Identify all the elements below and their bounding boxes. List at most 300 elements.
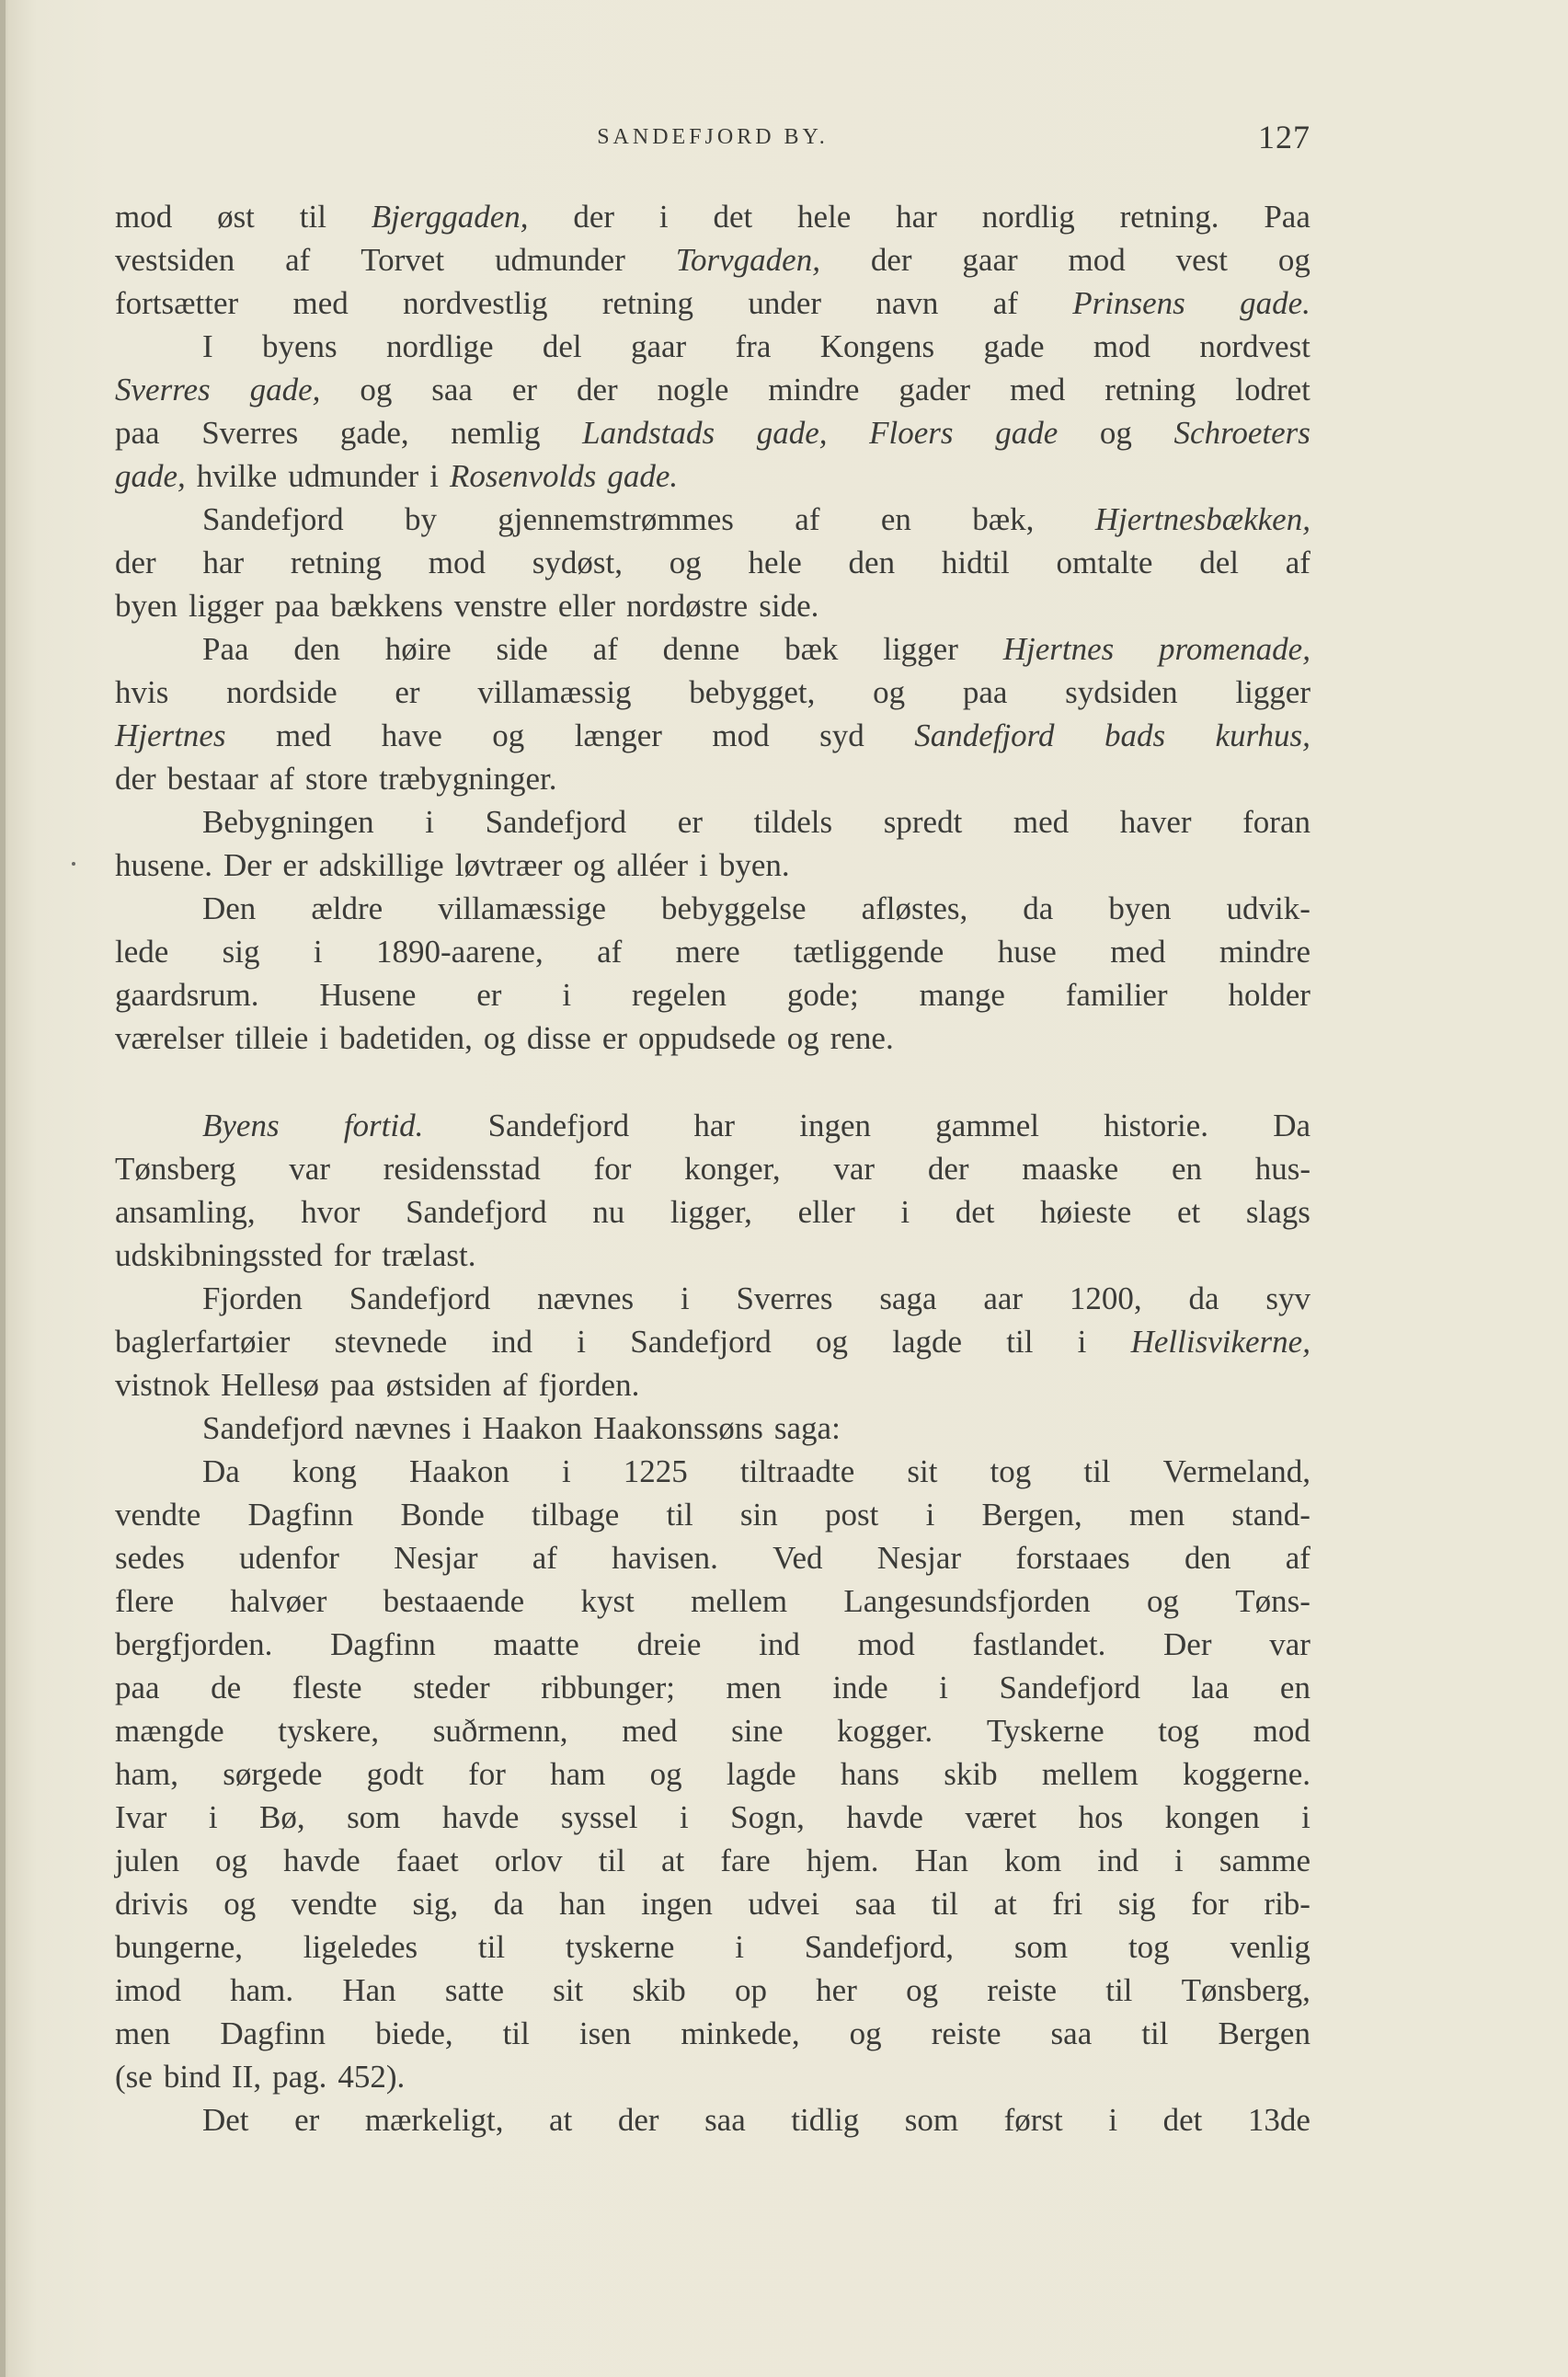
- word: i: [925, 1497, 935, 1533]
- word: bækkens: [330, 588, 443, 624]
- word: men: [726, 1670, 782, 1705]
- word: Sandefjord,: [804, 1929, 955, 1965]
- word: saa: [1050, 2015, 1093, 2051]
- word: til: [1083, 1453, 1111, 1489]
- word: Fjorden: [202, 1280, 303, 1316]
- word: lagde: [892, 1324, 963, 1360]
- word: af: [1285, 1540, 1310, 1576]
- word: til: [666, 1497, 693, 1533]
- word: spredt: [883, 804, 963, 840]
- word: Sandefjord: [349, 1280, 491, 1316]
- text-line: [115, 671, 1310, 714]
- word: været: [965, 1799, 1037, 1835]
- word: byens: [261, 328, 338, 364]
- word: kongen: [1164, 1799, 1260, 1835]
- word: løvtræer: [454, 847, 563, 883]
- word: det: [955, 1194, 995, 1230]
- word: gade,: [339, 415, 409, 451]
- word: syv: [1265, 1280, 1310, 1316]
- word: mindre: [1219, 934, 1310, 970]
- word: ind: [491, 1324, 533, 1360]
- word: koggerne.: [1183, 1756, 1310, 1792]
- word: baglerfartøier: [115, 1324, 291, 1360]
- italic-word: gade.: [607, 458, 679, 494]
- word: en: [1171, 1151, 1202, 1187]
- word: men: [115, 2015, 171, 2051]
- word: er: [511, 372, 538, 408]
- word: i: [658, 199, 669, 235]
- word: den: [293, 631, 340, 667]
- text-line: [115, 1190, 1310, 1234]
- word: øst: [217, 199, 255, 235]
- word: syd: [819, 718, 864, 753]
- word: sydsiden: [1065, 674, 1178, 710]
- word: badetiden,: [339, 1020, 473, 1056]
- word: Paa: [202, 631, 249, 667]
- word: udvik-: [1226, 890, 1310, 926]
- word: saga:: [773, 1410, 841, 1446]
- word: Vermeland,: [1162, 1453, 1310, 1489]
- word: del: [1199, 545, 1239, 580]
- word: 1890-aarene,: [376, 934, 544, 970]
- word: kyst: [580, 1583, 635, 1619]
- word: til: [1141, 2015, 1169, 2051]
- text-line: [115, 1752, 1310, 1796]
- text-line: [115, 281, 1310, 325]
- word: det: [713, 199, 753, 235]
- word: af: [592, 631, 618, 667]
- word: retning: [290, 545, 383, 580]
- word: fastlandet.: [972, 1626, 1106, 1662]
- word: biede,: [375, 2015, 453, 2051]
- text-line: [115, 800, 1310, 844]
- text-line: [115, 2055, 1310, 2098]
- word: paa: [330, 1367, 375, 1403]
- word: af: [1285, 545, 1310, 580]
- word: nordside: [226, 674, 338, 710]
- word: samme: [1219, 1843, 1310, 1878]
- word: der: [573, 199, 615, 235]
- word: i: [425, 804, 434, 840]
- word: gader: [898, 372, 971, 408]
- word: med: [622, 1713, 678, 1749]
- word: sig: [1117, 1886, 1156, 1922]
- text-line: [115, 1234, 1310, 1277]
- word: hjem.: [806, 1843, 879, 1878]
- word: Haakonssøns: [593, 1410, 763, 1446]
- word: mærkeligt,: [364, 2102, 504, 2138]
- word: tyskerne: [565, 1929, 675, 1965]
- word: til: [1006, 1324, 1034, 1360]
- word: for: [1191, 1886, 1229, 1922]
- word: Bø,: [259, 1799, 305, 1835]
- word: og: [1099, 415, 1132, 451]
- text-line: [115, 1147, 1310, 1190]
- word: nu: [592, 1194, 625, 1230]
- word: bestaar: [166, 761, 258, 797]
- word: post: [825, 1497, 879, 1533]
- page-binding-edge: [0, 0, 6, 2377]
- word: konger,: [684, 1151, 781, 1187]
- word: 1225: [623, 1453, 688, 1489]
- word: havde: [283, 1843, 361, 1878]
- word: drivis: [115, 1886, 189, 1922]
- word: ældre: [311, 890, 383, 926]
- word: Der: [223, 847, 272, 883]
- word: gade: [983, 328, 1045, 364]
- word: og: [1146, 1583, 1179, 1619]
- word: Det: [202, 2102, 249, 2138]
- word: byen: [115, 588, 178, 624]
- word: saa: [431, 372, 473, 408]
- word: Sandefjord: [999, 1670, 1141, 1705]
- word: julen: [115, 1843, 179, 1878]
- word: og: [483, 1020, 516, 1056]
- word: vest: [1175, 242, 1229, 278]
- word: i: [699, 847, 708, 883]
- italic-word: Sandefjord: [914, 718, 1055, 753]
- italic-word: gade,: [756, 415, 828, 451]
- text-line: [115, 844, 1310, 887]
- word: har: [693, 1108, 736, 1143]
- word: tilleie: [235, 1020, 309, 1056]
- italic-word: kurhus,: [1215, 718, 1310, 753]
- text-line: [115, 1623, 1310, 1666]
- word: en: [1279, 1670, 1310, 1705]
- word: i: [577, 1324, 587, 1360]
- word: for: [468, 1756, 506, 1792]
- word: i: [1301, 1799, 1310, 1835]
- word: kong: [292, 1453, 357, 1489]
- word: denne: [662, 631, 740, 667]
- word: i: [319, 1020, 329, 1056]
- word: den: [848, 545, 896, 580]
- word: lagde: [726, 1756, 796, 1792]
- word: venstre: [453, 588, 547, 624]
- word: nordlig: [981, 199, 1075, 235]
- word: ligger: [1235, 674, 1310, 710]
- italic-word: gade.: [1240, 285, 1310, 321]
- paragraph-gap: [115, 1060, 1310, 1104]
- word: bebyggelse: [661, 890, 807, 926]
- word: Han: [342, 1972, 396, 2008]
- text-line: [115, 1277, 1310, 1320]
- word: regelen: [632, 977, 727, 1013]
- word: ligger: [189, 588, 264, 624]
- word: villamæssig: [477, 674, 632, 710]
- word: byen: [1108, 890, 1172, 926]
- word: Haakon: [409, 1453, 509, 1489]
- word: Sandefjord: [406, 1194, 547, 1230]
- word: og: [1277, 242, 1310, 278]
- word: bestaaende: [383, 1583, 525, 1619]
- word: hidtil: [941, 545, 1010, 580]
- word: huse: [997, 934, 1057, 970]
- word: og: [649, 1756, 682, 1792]
- word: af: [502, 1367, 528, 1403]
- word: tog: [1158, 1713, 1200, 1749]
- text-line: [115, 1666, 1310, 1709]
- word: fortsætter: [115, 285, 239, 321]
- word: paa: [115, 415, 160, 451]
- word: og: [573, 847, 606, 883]
- italic-word: gade,: [115, 458, 186, 494]
- word: er: [601, 1020, 628, 1056]
- word: tiltraadte: [739, 1453, 855, 1489]
- word: sit: [553, 1972, 584, 2008]
- italic-word: Hellisvikerne,: [1130, 1324, 1310, 1360]
- word: op: [734, 1972, 767, 2008]
- italic-word: promenade,: [1159, 631, 1310, 667]
- word: flere: [115, 1583, 175, 1619]
- word: og: [223, 1886, 257, 1922]
- word: pag.: [272, 2059, 327, 2095]
- word: Torvet: [361, 242, 445, 278]
- word: tidlig: [791, 2102, 860, 2138]
- word: i: [208, 1799, 218, 1835]
- word: udenfor: [239, 1540, 339, 1576]
- word: kom: [1003, 1843, 1062, 1878]
- word: nordvestlig: [403, 285, 548, 321]
- word: at: [549, 2102, 573, 2138]
- text-line: [115, 1016, 1310, 1060]
- word: vendte: [115, 1497, 201, 1533]
- word: en: [880, 501, 911, 537]
- word: ham: [550, 1756, 606, 1792]
- word: paa: [274, 588, 320, 624]
- text-line: [115, 1969, 1310, 2012]
- text-line: [115, 498, 1310, 541]
- italic-word: Schroeters: [1173, 415, 1310, 451]
- word: Hellesø: [221, 1367, 319, 1403]
- word: Den: [202, 890, 257, 926]
- word: isen: [578, 2015, 632, 2051]
- word: lodret: [1235, 372, 1310, 408]
- word: Husene: [319, 977, 417, 1013]
- word: satte: [444, 1972, 504, 2008]
- word: lede: [115, 934, 169, 970]
- word: saga: [879, 1280, 937, 1316]
- italic-word: gade,: [249, 372, 321, 408]
- word: som: [904, 2102, 959, 2138]
- text-line: [115, 1579, 1310, 1623]
- italic-word: gade: [995, 415, 1059, 451]
- text-line: [115, 1839, 1310, 1882]
- italic-word: Hjertnesbækken,: [1094, 501, 1310, 537]
- word: holder: [1228, 977, 1310, 1013]
- word: reiste: [987, 1972, 1058, 2008]
- word: til: [598, 1843, 625, 1878]
- text-line: [115, 1450, 1310, 1493]
- word: disse: [526, 1020, 591, 1056]
- text-line: [115, 714, 1310, 757]
- word: gaardsrum.: [115, 977, 259, 1013]
- word: nordøstre: [626, 588, 749, 624]
- word: sedes: [115, 1540, 185, 1576]
- italic-word: Landstads: [582, 415, 715, 451]
- text-line: [115, 454, 1310, 498]
- word: først: [1003, 2102, 1063, 2138]
- word: et: [1176, 1194, 1201, 1230]
- word: nævnes: [354, 1410, 452, 1446]
- word: af: [269, 761, 295, 797]
- word: sig: [222, 934, 260, 970]
- word: mod: [1253, 1713, 1310, 1749]
- word: Da: [1273, 1108, 1310, 1143]
- word: mellem: [691, 1583, 788, 1619]
- word: til: [931, 1886, 959, 1922]
- italic-word: Sverres: [115, 372, 211, 408]
- word: i: [429, 458, 439, 494]
- stray-ink-mark: [72, 862, 75, 866]
- word: Bonde: [400, 1497, 485, 1533]
- word: Dagfinn: [247, 1497, 354, 1533]
- word: den: [1184, 1540, 1231, 1576]
- text-line: [115, 1493, 1310, 1536]
- word: Sverres: [201, 415, 299, 451]
- word: nogle: [657, 372, 729, 408]
- word: husene.: [115, 847, 212, 883]
- word: reiste: [931, 2015, 1001, 2051]
- word: med: [1010, 372, 1066, 408]
- word: omtalte: [1056, 545, 1153, 580]
- word: forstaaes: [1015, 1540, 1130, 1576]
- word: nordvest: [1199, 328, 1310, 364]
- word: store: [305, 761, 369, 797]
- word: havde: [846, 1799, 923, 1835]
- word: Bergen: [1218, 2015, 1310, 2051]
- italic-word: bads: [1104, 718, 1166, 753]
- word: er: [294, 2102, 320, 2138]
- word: eller: [557, 588, 616, 624]
- word: der: [115, 545, 156, 580]
- word: for: [333, 1237, 372, 1273]
- word: træbygninger.: [379, 761, 557, 797]
- word: afløstes,: [861, 890, 968, 926]
- word: gaar: [630, 328, 687, 364]
- word: tildels: [753, 804, 833, 840]
- word: bæk: [784, 631, 839, 667]
- word: Tønsberg: [115, 1151, 236, 1187]
- word: med: [292, 285, 349, 321]
- word: i: [939, 1670, 948, 1705]
- word: mod: [712, 718, 770, 753]
- word: udskibningssted: [115, 1237, 323, 1273]
- word: Nesjar: [876, 1540, 962, 1576]
- word: Sandefjord: [202, 1410, 344, 1446]
- word: retning: [1104, 372, 1196, 408]
- word: mod: [1093, 328, 1151, 364]
- word: syssel: [560, 1799, 638, 1835]
- word: ingen: [799, 1108, 872, 1143]
- word: ligeledes: [303, 1929, 418, 1965]
- word: 452).: [338, 2059, 406, 2095]
- text-line: [115, 368, 1310, 411]
- word: var: [1269, 1626, 1310, 1662]
- word: Sverres: [736, 1280, 833, 1316]
- word: stevnede: [334, 1324, 448, 1360]
- text-line: [115, 1363, 1310, 1407]
- word: Der: [1163, 1626, 1212, 1662]
- word: stand-: [1231, 1497, 1310, 1533]
- word: Han: [914, 1843, 968, 1878]
- word: og: [849, 2015, 882, 2051]
- page-number: 127: [1258, 119, 1310, 155]
- word: Langesundsfjorden: [843, 1583, 1091, 1619]
- word: og: [215, 1843, 248, 1878]
- text-line: [115, 1320, 1310, 1363]
- italic-word: Hjertnes: [1002, 631, 1115, 667]
- word: og: [873, 674, 906, 710]
- word: vendte: [291, 1886, 377, 1922]
- word: fleste: [292, 1670, 362, 1705]
- running-head: [115, 118, 1310, 155]
- text-line: [115, 1925, 1310, 1969]
- word: til: [1105, 1972, 1133, 2008]
- word: som: [1013, 1929, 1069, 1965]
- word: hvor: [301, 1194, 361, 1230]
- text-line: [115, 195, 1310, 238]
- word: er: [282, 847, 308, 883]
- word: Sandefjord: [630, 1324, 772, 1360]
- word: i: [462, 1410, 472, 1446]
- word: familier: [1065, 977, 1168, 1013]
- italic-word: Torvgaden,: [675, 242, 820, 278]
- word: hos: [1078, 1799, 1124, 1835]
- word: østsiden: [385, 1367, 492, 1403]
- word: venlig: [1230, 1929, 1310, 1965]
- word: laa: [1191, 1670, 1230, 1705]
- word: hvilke: [196, 458, 278, 494]
- word: Sandefjord: [487, 1108, 630, 1143]
- word: Bebygningen: [202, 804, 374, 840]
- word: der: [115, 761, 156, 797]
- word: er: [395, 674, 420, 710]
- word: i: [1077, 1324, 1087, 1360]
- word: sørgede: [223, 1756, 323, 1792]
- word: godt: [366, 1756, 424, 1792]
- word: af: [795, 501, 820, 537]
- word: paa: [115, 1670, 160, 1705]
- word: ind: [759, 1626, 800, 1662]
- word: rene.: [830, 1020, 894, 1056]
- word: høieste: [1040, 1194, 1132, 1230]
- word: med: [1013, 804, 1070, 840]
- word: mængde: [115, 1713, 224, 1749]
- word: orlov: [494, 1843, 563, 1878]
- word: II,: [232, 2059, 262, 2095]
- word: af: [285, 242, 311, 278]
- word: skib: [632, 1972, 686, 2008]
- word: halvøer: [230, 1583, 327, 1619]
- text-line: [115, 1536, 1310, 1579]
- word: Sandefjord: [202, 501, 344, 537]
- word: ingen: [641, 1886, 713, 1922]
- word: tilbage: [532, 1497, 620, 1533]
- word: hvis: [115, 674, 169, 710]
- word: tyskere,: [278, 1713, 380, 1749]
- word: gode;: [786, 977, 859, 1013]
- word: hele: [797, 199, 852, 235]
- word: adskillige: [318, 847, 444, 883]
- word: havde: [441, 1799, 520, 1835]
- text-line: [115, 2012, 1310, 2055]
- word: dreie: [636, 1626, 702, 1662]
- word: foran: [1242, 804, 1310, 840]
- word: var: [833, 1151, 876, 1187]
- text-line: [115, 930, 1310, 973]
- word: til: [502, 2015, 530, 2051]
